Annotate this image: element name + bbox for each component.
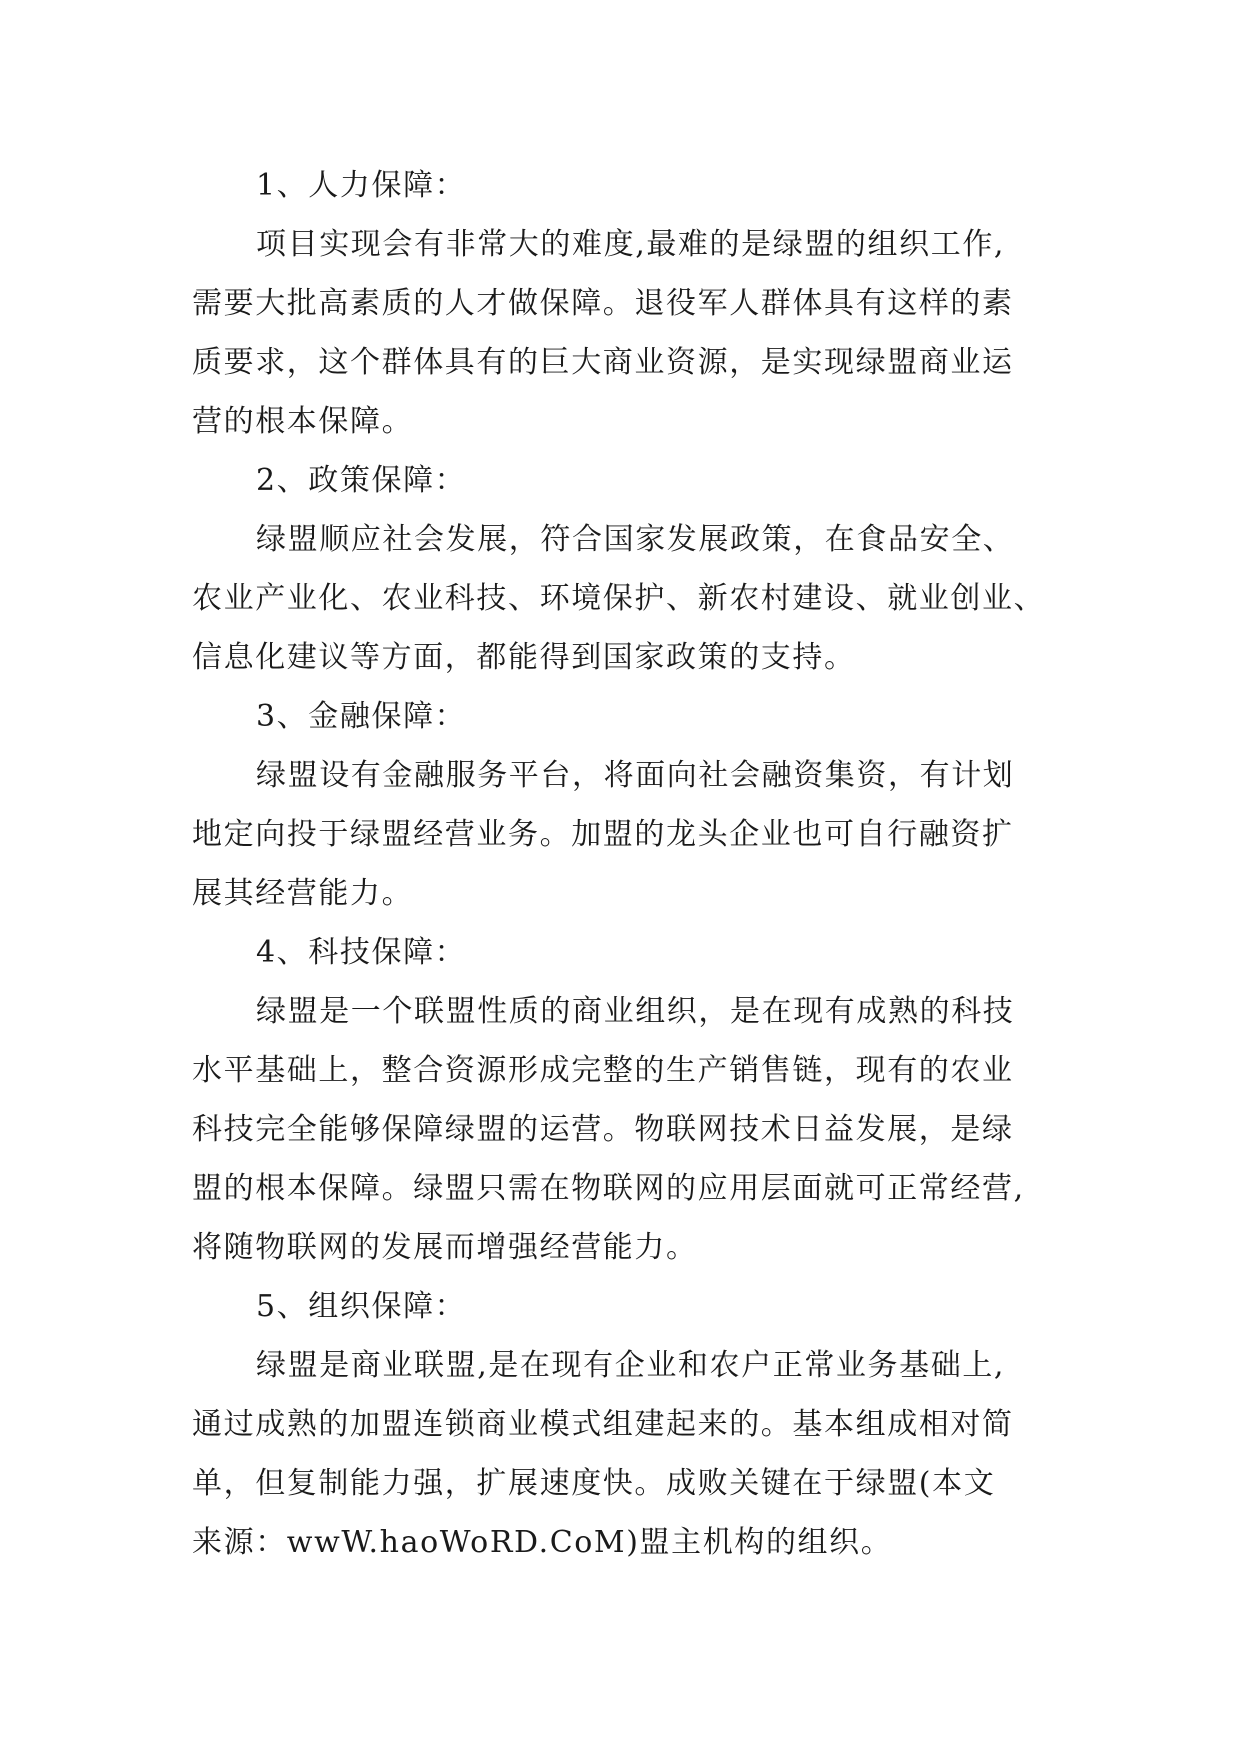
paragraph-line: 将随物联网的发展而增强经营能力。 — [192, 1230, 698, 1265]
paragraph-line: 来源：wwW.haoWoRD.CoM)盟主机构的组织。 — [192, 1525, 893, 1560]
paragraph-line: 农业产业化、农业科技、环境保护、新农村建设、就业创业、 — [192, 581, 1046, 616]
section-heading-1: 1、人力保障： — [256, 168, 467, 203]
paragraph-line: 通过成熟的加盟连锁商业模式组建起来的。基本组成相对简 — [192, 1407, 1014, 1442]
paragraph-line: 单，但复制能力强，扩展速度快。成败关键在于绿盟(本文 — [192, 1466, 996, 1501]
paragraph-line: 绿盟顺应社会发展，符合国家发展政策，在食品安全、 — [256, 522, 1015, 557]
paragraph-line: 项目实现会有非常大的难度,最难的是绿盟的组织工作, — [256, 227, 1006, 262]
paragraph-line: 展其经营能力。 — [192, 876, 414, 911]
paragraph-line: 绿盟是一个联盟性质的商业组织，是在现有成熟的科技 — [256, 994, 1015, 1029]
paragraph-line: 信息化建议等方面，都能得到国家政策的支持。 — [192, 640, 856, 675]
section-heading-2: 2、政策保障： — [256, 463, 467, 498]
paragraph-line: 质要求，这个群体具有的巨大商业资源，是实现绿盟商业运 — [192, 345, 1014, 380]
paragraph-line: 水平基础上，整合资源形成完整的生产销售链，现有的农业 — [192, 1053, 1014, 1088]
paragraph-line: 绿盟设有金融服务平台，将面向社会融资集资，有计划 — [256, 758, 1015, 793]
section-heading-3: 3、金融保障： — [256, 699, 467, 734]
section-heading-4: 4、科技保障： — [256, 935, 467, 970]
paragraph-line: 绿盟是商业联盟,是在现有企业和农户正常业务基础上, — [256, 1348, 1006, 1383]
paragraph-line: 地定向投于绿盟经营业务。加盟的龙头企业也可自行融资扩 — [192, 817, 1014, 852]
paragraph-line: 营的根本保障。 — [192, 404, 414, 439]
paragraph-line: 需要大批高素质的人才做保障。退役军人群体具有这样的素 — [192, 286, 1014, 321]
paragraph-line: 盟的根本保障。绿盟只需在物联网的应用层面就可正常经营, — [192, 1171, 1025, 1206]
section-heading-5: 5、组织保障： — [256, 1289, 467, 1324]
paragraph-line: 科技完全能够保障绿盟的运营。物联网技术日益发展，是绿 — [192, 1112, 1014, 1147]
